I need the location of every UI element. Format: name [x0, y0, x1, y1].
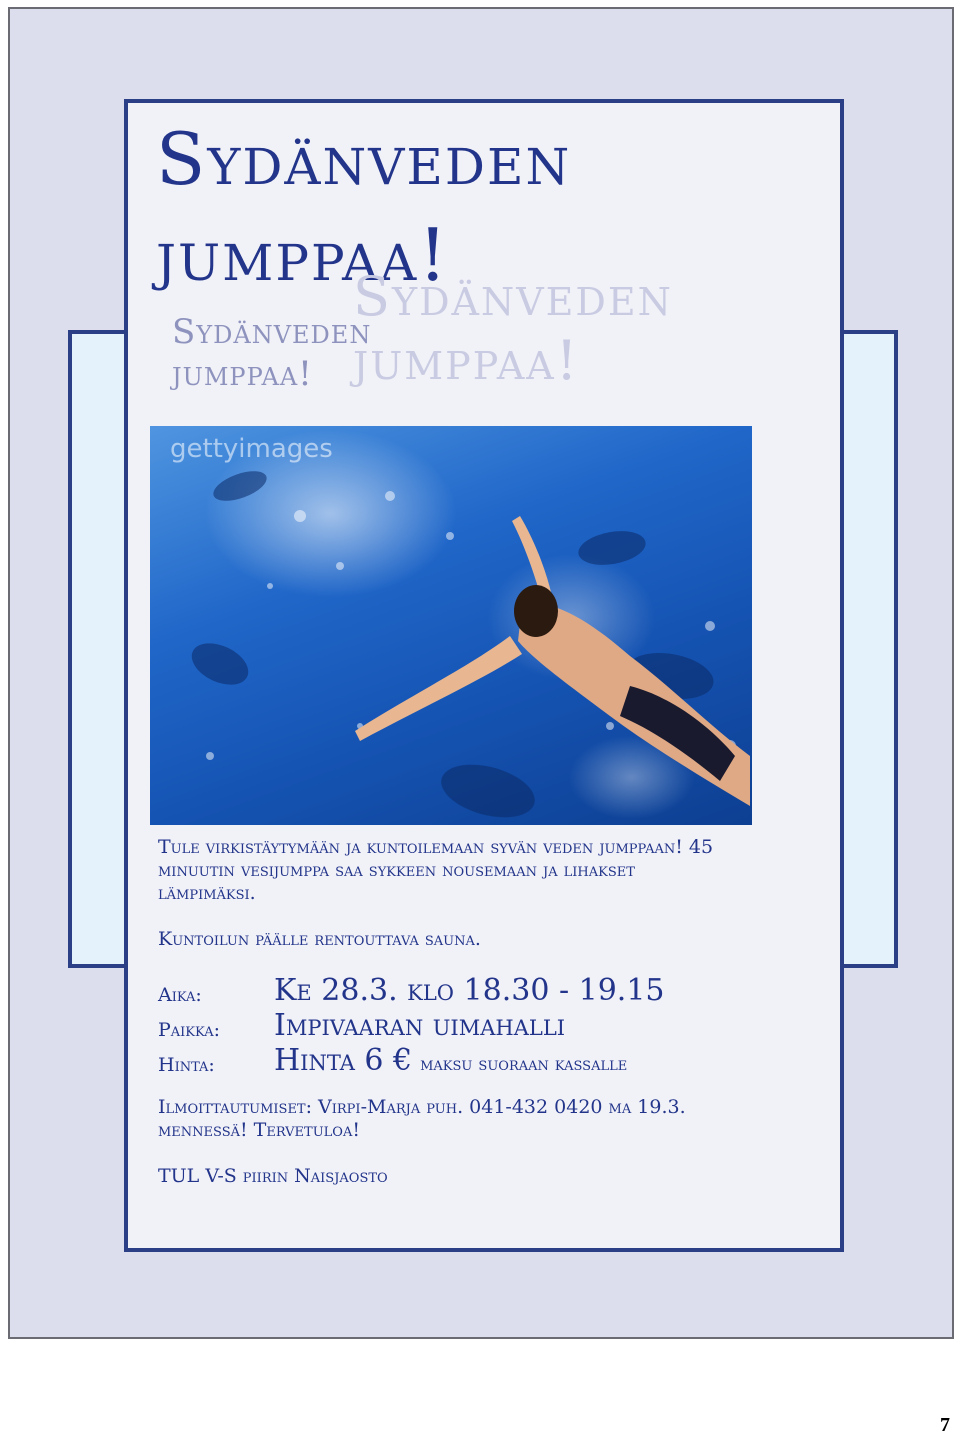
sauna-text: Kuntoilun päälle rentouttava sauna.	[158, 928, 481, 950]
price-value-wrap	[274, 1043, 627, 1078]
photo-watermark: gettyimages	[170, 434, 333, 464]
time-value: Ke 28.3. klo 18.30 - 19.15	[274, 973, 665, 1008]
swimmer-photo	[150, 426, 752, 825]
intro-text: Tule virkistäytymään ja kuntoilemaan syvän veden jumppaan! 45 minuutin vesijumppa saa sykkeen nousemaan ja lihakset lämpimäksi.	[158, 836, 714, 904]
organizer-text: TUL V-S piirin Naisjaosto	[158, 1165, 388, 1187]
signup-text: Ilmoittautumiset: Virpi-Marja puh. 041-432 0420 ma 19.3. mennessä! Tervetuloa!	[158, 1096, 686, 1141]
price-note: maksu suoraan kassalle	[420, 1053, 628, 1075]
ghost-small-line-1: Sydänveden	[172, 312, 372, 352]
price-label: Hinta:	[158, 1054, 215, 1076]
swimmer-illustration	[150, 426, 752, 825]
price-value: Hinta 6 €	[274, 1043, 413, 1078]
page-number: 7	[940, 1414, 950, 1436]
ghost-large-line-1: Sydänveden	[353, 265, 673, 328]
title-line-2: jumppaa!	[156, 213, 450, 297]
place-label: Paikka:	[158, 1019, 220, 1041]
ghost-large-line-2: jumppaa!	[353, 329, 580, 392]
ghost-small-line-2: jumppaa!	[172, 354, 313, 394]
title-line-1: Sydänveden	[156, 117, 572, 201]
ghost-title-large	[353, 265, 673, 393]
time-label: Aika:	[158, 984, 202, 1006]
place-value: Impivaaran uimahalli	[274, 1008, 566, 1043]
poster	[124, 99, 844, 1252]
ghost-title-small	[172, 311, 371, 395]
